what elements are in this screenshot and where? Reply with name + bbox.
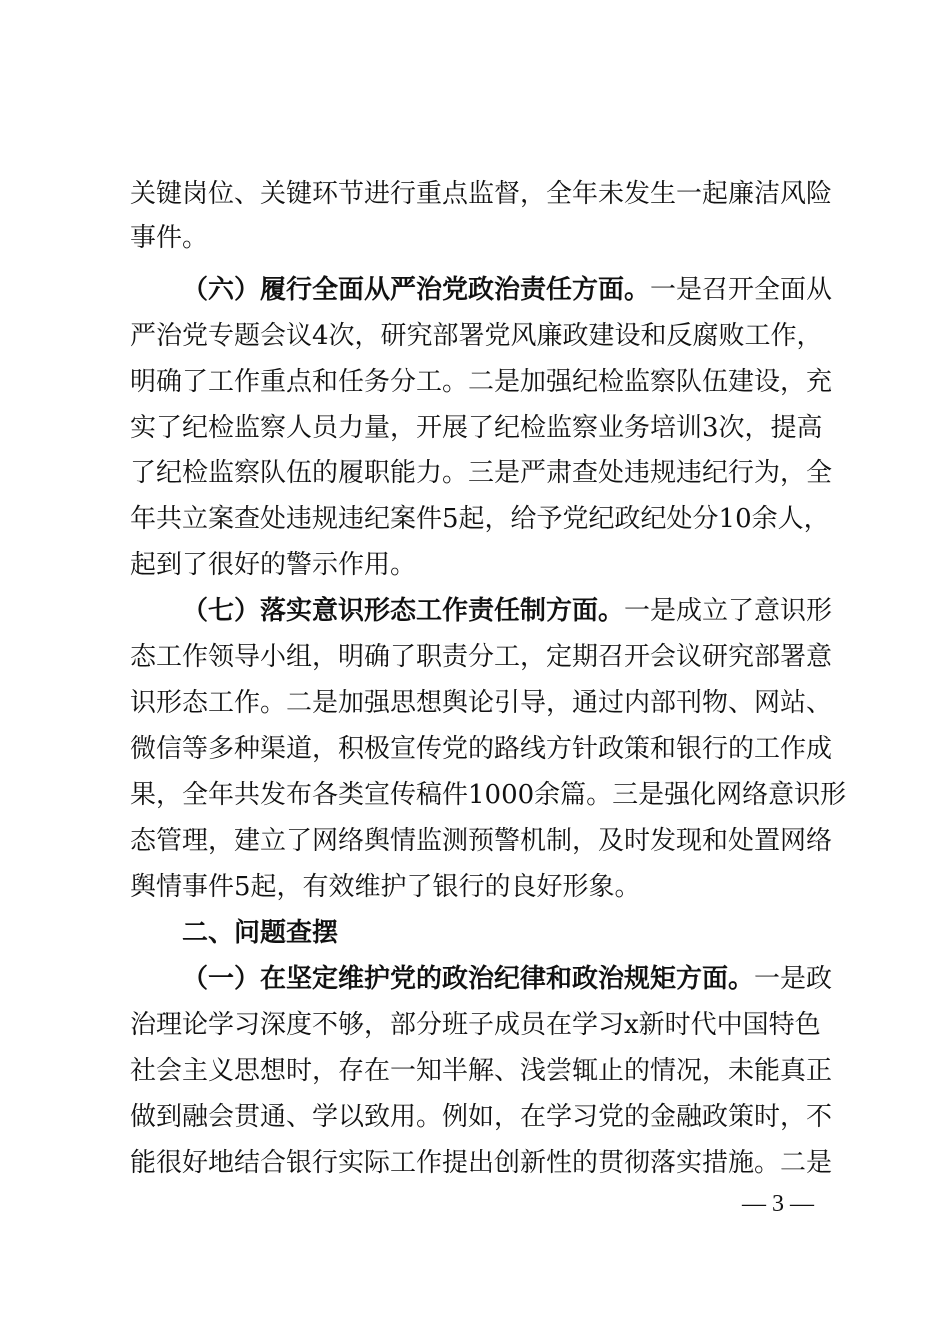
text-line: 微信等多种渠道，积极宣传党的路线方针政策和银行的工作成 — [130, 734, 833, 764]
text-run: 一是政 — [754, 964, 833, 994]
text-run: 一是成立了意识形 — [624, 596, 833, 626]
text-line: 治理论学习深度不够，部分班子成员在学习x新时代中国特色 — [130, 1010, 821, 1040]
text-line: 识形态工作。二是加强思想舆论引导，通过内部刊物、网站、 — [130, 688, 833, 718]
text-line: 年共立案查处违规违纪案件5起，给予党纪政纪处分10余人， — [130, 504, 830, 534]
text-line — [182, 268, 833, 312]
section-lead: （六）履行全面从严治党政治责任方面。 — [182, 275, 651, 305]
text-line: 严治党专题会议4次，研究部署党风廉政建设和反腐败工作， — [130, 321, 823, 351]
section-heading: 二、问题查摆 — [182, 918, 339, 948]
text-run: 一是召开全面从 — [650, 275, 833, 305]
text-line: 舆情事件5起，有效维护了银行的良好形象。 — [130, 872, 641, 902]
text-line: 能很好地结合银行实际工作提出创新性的贯彻落实措施。二是 — [130, 1148, 833, 1178]
text-line: 明确了工作重点和任务分工。二是加强纪检监察队伍建设，充 — [130, 367, 833, 397]
text-line: 起到了很好的警示作用。 — [130, 550, 417, 580]
text-line — [182, 589, 833, 633]
text-line: 关键岗位、关键环节进行重点监督，全年未发生一起廉洁风险 — [130, 179, 833, 209]
page-number: — 3 — — [742, 1191, 814, 1217]
text-line: 态管理，建立了网络舆情监测预警机制，及时发现和处置网络 — [130, 826, 833, 856]
text-line: 态工作领导小组，明确了职责分工，定期召开会议研究部署意 — [130, 642, 833, 672]
text-line: 果，全年共发布各类宣传稿件1000余篇。三是强化网络意识形 — [130, 780, 847, 810]
text-line: 做到融会贯通、学以致用。例如，在学习党的金融政策时，不 — [130, 1102, 833, 1132]
text-line: 事件。 — [130, 223, 209, 253]
section-lead: （七）落实意识形态工作责任制方面。 — [182, 596, 625, 626]
text-line: 实了纪检监察人员力量，开展了纪检监察业务培训3次，提高 — [130, 413, 823, 443]
text-line: 社会主义思想时，存在一知半解、浅尝辄止的情况，未能真正 — [130, 1056, 833, 1086]
section-lead: （一）在坚定维护党的政治纪律和政治规矩方面。 — [182, 964, 755, 994]
text-line: 了纪检监察队伍的履职能力。三是严肃查处违规违纪行为，全 — [130, 458, 833, 488]
text-line — [182, 957, 833, 1001]
